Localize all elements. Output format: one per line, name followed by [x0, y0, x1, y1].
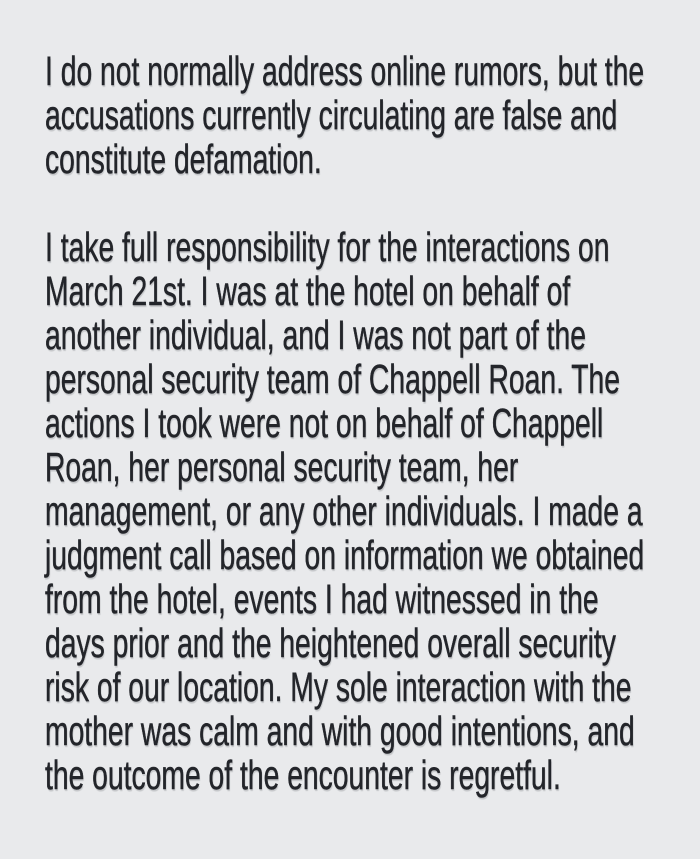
statement-line: management, or any other individuals. I made a: [45, 488, 643, 534]
statement-line: March 21st. I was at the hotel on behalf of: [45, 268, 571, 314]
statement-line: I take full responsibility for the interactions on: [45, 224, 610, 270]
statement-line: days prior and the heightened overall security: [45, 620, 616, 666]
statement-line: the outcome of the encounter is regretful.: [45, 752, 561, 798]
statement-paragraph-2: [45, 225, 652, 797]
statement-line: personal security team of Chappell Roan. The: [45, 356, 621, 402]
statement-card: [45, 49, 652, 797]
statement-line: risk of our location. My sole interaction with the: [45, 664, 632, 710]
statement-line: actions I took were not on behalf of Chappell: [45, 400, 604, 446]
statement-line: constitute defamation.: [45, 136, 322, 182]
statement-paragraph-1: [45, 49, 652, 181]
statement-line: I do not normally address online rumors, but the: [45, 48, 645, 94]
statement-line: mother was calm and with good intentions, and: [45, 708, 635, 754]
statement-line: accusations currently circulating are false and: [45, 92, 618, 138]
statement-line: another individual, and I was not part of the: [45, 312, 587, 358]
statement-line: Roan, her personal security team, her: [45, 444, 519, 490]
statement-line: judgment call based on information we obtained: [45, 532, 645, 578]
statement-line: from the hotel, events I had witnessed in the: [45, 576, 599, 622]
